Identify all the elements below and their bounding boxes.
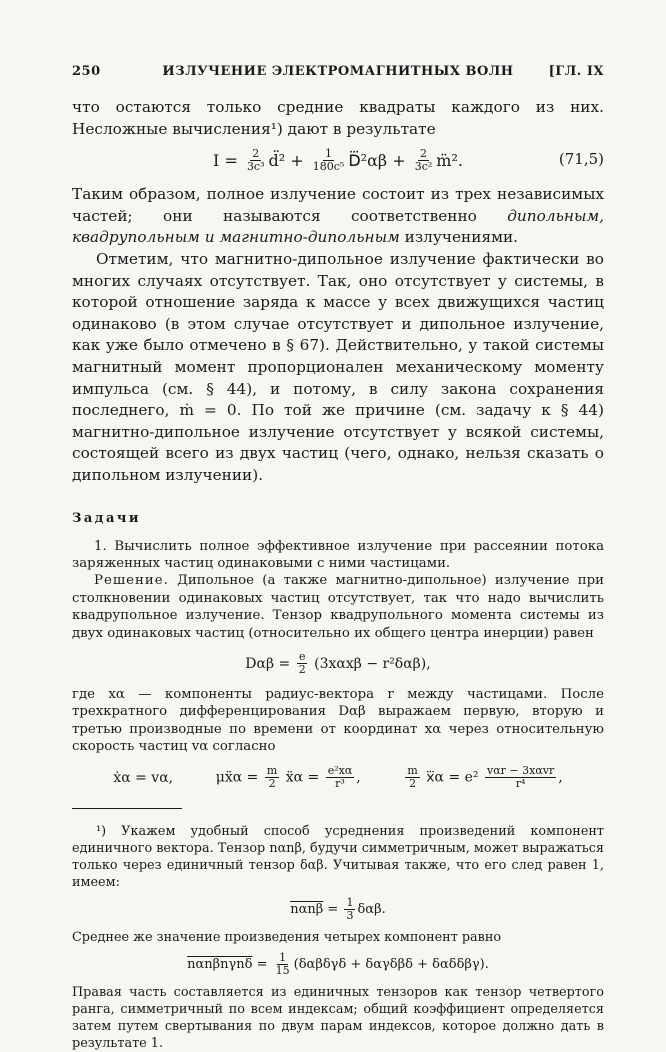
emphasis-text: дипольным, квадрупольным и магнитно-дипольным xyxy=(72,206,604,247)
main-text xyxy=(72,97,604,487)
section-title: Задачи xyxy=(72,510,142,526)
eq-lhs: I = xyxy=(213,150,238,170)
equation-71-5: I = $\frac{2}{\text{3c³}}$ d̈² + $\frac{1}{\text{180c⁵}}$ D⃛²αβ + $\frac{2}{\text{3c²}}$ m̈². (71,5) xyxy=(213,146,604,173)
running-title: ИЗЛУЧЕНИЕ ЭЛЕКТРОМАГНИТНЫХ ВОЛН xyxy=(162,64,514,79)
eq-term: d̈² xyxy=(268,150,286,170)
paragraph-derivatives: где xα — компоненты радиус-вектора r между частицами. После трехкратного дифференцирования Dαβ выражаем первую, вторую и третью производные по времени от координат xα через относительную скорость частиц vα согласно xyxy=(72,686,604,755)
footnote-divider xyxy=(72,808,182,809)
footnote-paragraph-1: ¹) Укажем удобный способ усреднения произведений компонент единичного вектора. Тензор nαnβ, будучи симметричным, может выражаться только через единичный тензор δαβ. Учитывая также, что его след равен 1, имеем: xyxy=(72,823,604,890)
eq-third-derivative: $\frac{m}{2}$ x⃛α = e² $\frac{\text{vαr − 3xαvr}}{\text{r⁴}}$ , xyxy=(407,764,563,791)
footnote-equation-1: nαnβ = $\frac{1}{3}$ δαβ. xyxy=(290,896,386,923)
eq-velocity: ẋα = vα, xyxy=(113,769,174,786)
footnote-equation-2: nαnβnγnδ = $\frac{1}{15}$ (δαβδγδ + δαγδβδ + δαδδβγ). xyxy=(187,951,489,978)
eq-fraction: $\frac{e}{2}$ xyxy=(298,650,306,677)
footnote-paragraph-3: Правая часть составляется из единичных тензоров как тензор четвертого ранга, симметричный по всем индексам; общий коэффициент определяется затем путем свертывания по двум парам индексов, которое должно дать в результате 1. xyxy=(72,984,604,1051)
eq-fraction: $\frac{2}{\text{3c³}}$ xyxy=(246,146,265,173)
equation-quadrupole-tensor: Dαβ = $\frac{e}{2}$ (3xαxβ − r²δαβ), xyxy=(245,650,431,677)
eq-fraction: $\frac{1}{\text{180c⁵}}$ xyxy=(312,146,345,173)
eq-term: D⃛²αβ xyxy=(348,150,388,170)
equation-row-derivatives xyxy=(72,758,604,798)
eq-fraction: $\frac{2}{\text{3c²}}$ xyxy=(414,146,433,173)
problem-1: 1. Вычислить полное эффективное излучение при рассеянии потока заряженных частиц одинаковыми с ними частицами. xyxy=(72,538,604,571)
eq-acceleration: μẍα = $\frac{m}{2}$ ẍα = $\frac{\text{e²xα}}{\text{r³}}$ , xyxy=(215,764,361,791)
equation-number: (71,5) xyxy=(558,150,604,169)
page-number: 250 xyxy=(72,64,101,79)
running-header xyxy=(72,64,604,79)
paragraph-intro: что остаются только средние квадраты каждого из них. Несложные вычисления¹) дают в результате xyxy=(72,98,604,138)
solution-paragraph: Решение. Дипольное (а также магнитно-дипольное) излучение при столкновении одинаковых частиц отсутствует, так что надо вычислить квадрупольное излучение. Тензор квадрупольного момента системы из двух одинаковых частиц (относительно их общего центра инерции) равен xyxy=(72,573,604,641)
paragraph-magnetic-dipole: Отметим, что магнитно-дипольное излучение фактически во многих случаях отсутствует. Так, оно отсутствует у системы, в которой отношение заряда к массе у всех движущихся частиц одинаково (в этом случае отсутствует и дипольное излучение, как уже было отмечено в § 67). Действительно, у такой системы магнитный момент пропорционален механическому моменту импульса (см. § 44), и потому, в силу закона сохранения последнего, ṁ = 0. По той же причине (см. задачу к § 44) магнитно-дипольное излучение отсутствует у всякой системы, состоящей всего из двух частиц (чего, однако, нельзя сказать о дипольном излучении). xyxy=(72,249,604,484)
footnote-paragraph-2: Среднее же значение произведения четырех компонент равно xyxy=(72,929,502,945)
solution-label: Решение. xyxy=(94,573,169,589)
chapter-label: [ГЛ. IX xyxy=(548,64,604,79)
paragraph-radiation-types: Таким образом, полное излучение состоит из трех независимых частей; они называются соответственно дипольным, квадрупольным и магнитно-дипольным излучениями. xyxy=(72,185,604,247)
book-page xyxy=(72,64,604,1052)
eq-term: m̈². xyxy=(436,150,463,170)
